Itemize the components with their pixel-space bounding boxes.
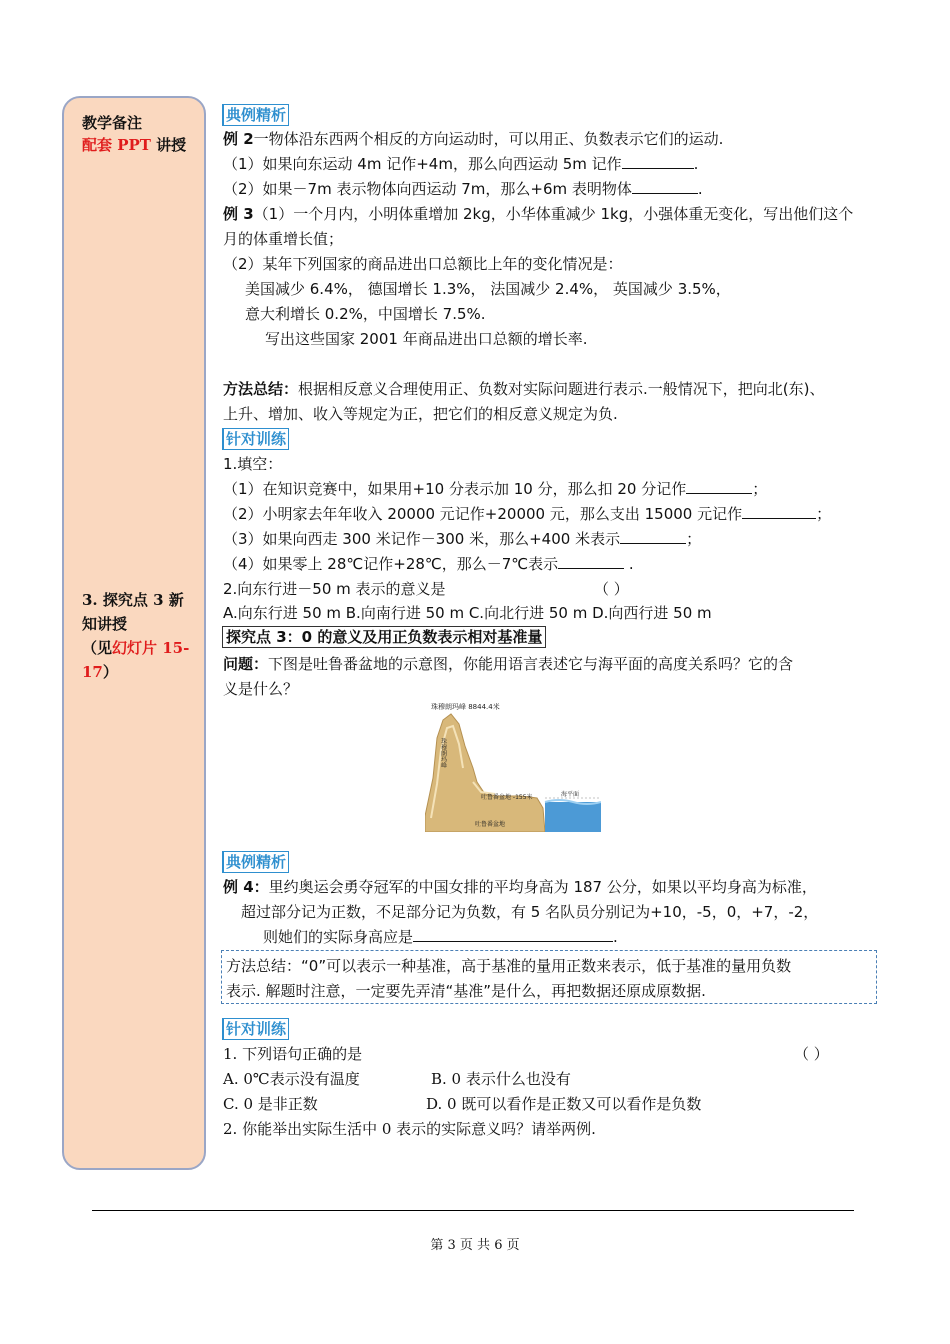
example3-line4: 美国减少 6.4%， 德国增长 1.3%， 法国减少 2.4%， 英国减少 3.5%， xyxy=(245,280,731,298)
answer-blank xyxy=(632,179,698,194)
example2-stem-text: 一物体沿东西两个相反的方向运动时，可以用正、负数表示它们的运动. xyxy=(253,130,724,148)
practice1-q1-4-end: . xyxy=(624,555,634,573)
page-number: 第 3 页 共 6 页 xyxy=(430,1238,520,1253)
basin-label: 吐鲁番盆地 -155米 xyxy=(481,794,533,801)
sidebar-title: 教学备注 xyxy=(82,114,143,132)
sidebar-slides-ref: 幻灯片 15-17 xyxy=(82,639,190,681)
answer-blank xyxy=(742,504,816,519)
example2-q1-end: . xyxy=(693,155,699,173)
example3-line3: （2）某年下列国家的商品进出口总额比上年的变化情况是： xyxy=(223,255,623,273)
practice1-q1-4 xyxy=(223,553,634,575)
sea-shape xyxy=(545,802,601,832)
practice1-q2 xyxy=(223,578,446,600)
example2-stem xyxy=(223,128,723,150)
practice2-option-a: A. 0℃表示没有温度 xyxy=(223,1070,360,1088)
example3-line1-text: （1）一个月内，小明体重增加 2kg，小华体重减少 1kg，小强体重无变化，写出他们这个 xyxy=(253,205,854,223)
practice2-q1: 1. 下列语句正确的是 xyxy=(223,1045,363,1063)
footer-divider xyxy=(92,1210,854,1211)
method-summary-1-line1 xyxy=(223,378,825,400)
practice1-q1-1 xyxy=(223,478,767,500)
answer-blank xyxy=(413,927,613,942)
tag-example-analysis-1: 典例精析 xyxy=(222,104,289,126)
method-summary-label: 方法总结： xyxy=(223,380,299,398)
practice1-q2-paren: （ ） xyxy=(594,580,629,598)
method-summary-1-line2: 上升、增加、收入等规定为正，把它们的相反意义规定为负. xyxy=(223,405,618,423)
practice1-q1-1-end: ； xyxy=(752,480,768,498)
explore-question-text: 下图是吐鲁番盆地的示意图，你能用语言表述它与海平面的高度关系吗？它的含 xyxy=(268,655,794,673)
teaching-notes-sidebar xyxy=(62,96,206,1170)
practice2-q2: 2. 你能举出实际生活中 0 表示的实际意义吗？请举两例. xyxy=(223,1120,596,1138)
example2-q2-end: . xyxy=(697,180,703,198)
explore-question-line2: 义是什么？ xyxy=(223,680,299,698)
sidebar-subtitle-red: 配套 PPT xyxy=(82,136,151,154)
practice2-option-d: D. 0 既可以看作是正数又可以看作是负数 xyxy=(426,1095,702,1113)
example2-label: 例 2 xyxy=(223,130,254,148)
sidebar-subtitle-rest: 讲授 xyxy=(150,136,187,154)
practice1-q1-3-text: （3）如果向西走 300 米记作－300 米，那么+400 米表示 xyxy=(223,530,621,548)
practice1-q2-options: A.向东行进 50 m B.向南行进 50 m C.向北行进 50 m D.向西行进 50 m xyxy=(223,604,712,622)
practice2-option-c: C. 0 是非正数 xyxy=(223,1095,318,1113)
practice1-q1-2-text: （2）小明家去年年收入 20000 元记作+20000 元，那么支出 15000 元记作 xyxy=(223,505,743,523)
answer-blank xyxy=(558,554,624,569)
example3-label: 例 3 xyxy=(223,205,254,223)
peak-label: 珠穆朗玛峰 8844.4米 xyxy=(431,703,500,711)
practice1-q1-2 xyxy=(223,503,831,525)
practice1-q1-4-text: （4）如果零上 28℃记作+28℃，那么－7℃表示 xyxy=(223,555,559,573)
example2-q1-text: （1）如果向东运动 4m 记作+4m，那么向西运动 5m 记作 xyxy=(223,155,622,173)
practice1-q2-text: 2.向东行进－50 m 表示的意义是 xyxy=(223,580,446,598)
turpan-basin-illustration xyxy=(425,698,601,832)
practice2-q1-paren: （ ） xyxy=(794,1045,829,1063)
method-summary-2-line1: 方法总结：“0”可以表示一种基准，高于基准的量用正数来表示，低于基准的量用负数 xyxy=(226,957,792,975)
turpan-basin-figure xyxy=(425,698,601,832)
example2-q2-text: （2）如果－7m 表示物体向西运动 7m，那么+6m 表明物体 xyxy=(223,180,632,198)
example4-line2: 超过部分记为正数，不足部分记为负数，有 5 名队员分别记为+10，-5，0，+7，-2， xyxy=(241,903,819,921)
example4-line3-end: . xyxy=(613,928,618,946)
sidebar-paren-open: （见 xyxy=(82,639,113,657)
answer-blank xyxy=(620,529,686,544)
sidebar-subtitle xyxy=(82,134,186,155)
example3-line5: 意大利增长 0.2%，中国增长 7.5%. xyxy=(245,305,486,323)
sidebar-section-text: 3. 探究点 3 新知讲授 xyxy=(82,591,184,633)
practice1-q1-3 xyxy=(223,528,701,550)
bottom-label: 吐鲁番盆地 xyxy=(475,821,506,828)
sidebar-paren-close: ） xyxy=(102,663,118,681)
example4-line1 xyxy=(223,876,817,898)
method-summary-2-line2: 表示. 解题时注意，一定要先弄清“基准”是什么，再把数据还原成原数据. xyxy=(226,982,706,1000)
practice2-option-b: B. 0 表示什么也没有 xyxy=(431,1070,571,1088)
method-summary-2-box xyxy=(221,950,877,1004)
tag-targeted-practice-2: 针对训练 xyxy=(222,1018,289,1040)
example3-line2: 月的体重增长值； xyxy=(223,230,344,248)
example4-line3-text: 则她们的实际身高应是 xyxy=(263,928,414,946)
explore-point-3-title: 探究点 3：0 的意义及用正负数表示相对基准量 xyxy=(222,626,546,648)
practice1-q1-2-end: ； xyxy=(816,505,832,523)
example4-label: 例 4： xyxy=(223,878,269,896)
example4-line1-text: 里约奥运会勇夺冠军的中国女排的平均身高为 187 公分，如果以平均身高为标准， xyxy=(268,878,817,896)
example2-q2 xyxy=(223,178,703,200)
practice1-q1-head: 1.填空： xyxy=(223,455,283,473)
tag-example-analysis-2: 典例精析 xyxy=(222,851,289,873)
practice1-q1-1-text: （1）在知识竞赛中，如果用+10 分表示加 10 分，那么扣 20 分记作 xyxy=(223,480,687,498)
tag-targeted-practice-1: 针对训练 xyxy=(222,428,289,450)
explore-question-line1 xyxy=(223,653,793,675)
example2-q1 xyxy=(223,153,698,175)
example4-line3 xyxy=(263,926,618,948)
practice1-q1-3-end: ； xyxy=(686,530,702,548)
method-summary-1-text: 根据相反意义合理使用正、负数对实际问题进行表示.一般情况下，把向北(东)、 xyxy=(298,380,825,398)
answer-blank xyxy=(622,154,694,169)
example3-line6: 写出这些国家 2001 年商品进出口总额的增长率. xyxy=(265,330,588,348)
example3-line1 xyxy=(223,203,853,225)
sidebar-section-note xyxy=(82,588,194,684)
mountain-label: 珠穆朗玛峰 xyxy=(439,738,447,768)
answer-blank xyxy=(686,479,752,494)
sea-label: 海平面 xyxy=(561,791,580,798)
question-label: 问题： xyxy=(223,655,269,673)
